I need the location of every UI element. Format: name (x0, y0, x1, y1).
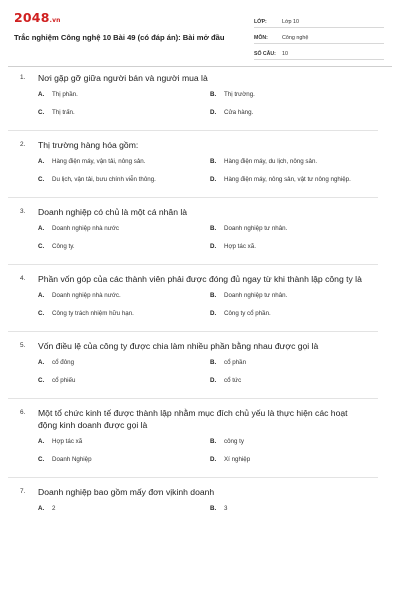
option-text: Cửa hàng. (224, 109, 254, 116)
option-grid (0, 437, 386, 473)
option-text: cổ tức (224, 377, 242, 384)
option-letter: C. (38, 377, 45, 384)
header-divider (8, 66, 392, 67)
option-text: Công ty. (52, 243, 75, 250)
option-b[interactable] (210, 291, 382, 309)
option-letter: A. (38, 91, 45, 98)
option-a[interactable] (38, 504, 210, 522)
meta-value: Công nghệ (282, 35, 309, 41)
option-grid (0, 157, 386, 193)
option-text: Xí nghiệp (224, 456, 251, 463)
question-number: 5. (20, 342, 26, 349)
option-a[interactable] (38, 358, 210, 376)
option-b[interactable] (210, 504, 382, 522)
option-text: Hợp tác xã. (224, 243, 256, 250)
option-text: Công ty cổ phần. (224, 310, 271, 317)
question-3 (0, 206, 400, 265)
option-grid (0, 224, 386, 260)
question-text (0, 486, 386, 498)
option-grid (0, 504, 386, 522)
question-text (0, 407, 386, 431)
option-letter: A. (38, 505, 45, 512)
option-c[interactable] (38, 455, 210, 473)
option-c[interactable] (38, 376, 210, 394)
question-6 (0, 407, 400, 478)
question-text (0, 340, 386, 352)
option-letter: D. (210, 109, 217, 116)
option-letter: A. (38, 158, 45, 165)
option-text: Doanh nghiệp tư nhân. (224, 225, 288, 232)
option-a[interactable] (38, 157, 210, 175)
option-text: Du lịch, vận tải, bưu chính viễn thông. (52, 176, 156, 183)
question-divider (8, 398, 378, 399)
option-grid (0, 90, 386, 126)
option-text: 2 (52, 505, 56, 512)
question-4 (0, 273, 400, 332)
meta-info (254, 14, 384, 62)
question-text (0, 72, 386, 84)
option-letter: A. (38, 438, 45, 445)
option-b[interactable] (210, 437, 382, 455)
option-text: Thị phần. (52, 91, 78, 98)
option-letter: B. (210, 359, 217, 366)
option-letter: C. (38, 109, 45, 116)
option-text: 3 (224, 505, 228, 512)
option-text: Hợp tác xã (52, 438, 83, 445)
question-number: 4. (20, 275, 26, 282)
option-text: Doanh nghiệp tư nhân. (224, 292, 288, 299)
option-text: cổ phần (224, 359, 247, 366)
question-7 (0, 486, 400, 522)
option-text: Hàng điện máy, du lịch, nông sản. (224, 158, 318, 165)
option-text: công ty (224, 438, 244, 445)
question-1 (0, 72, 400, 131)
question-number: 6. (20, 409, 26, 416)
option-text: cổ đông (52, 359, 75, 366)
question-body: Phần vốn góp của các thành viên phải được đóng đủ ngay từ khi thành lập công ty là (38, 274, 362, 284)
meta-row-class (254, 14, 384, 28)
option-grid (0, 358, 386, 394)
option-letter: A. (38, 225, 45, 232)
header (0, 0, 400, 66)
option-grid (0, 291, 386, 327)
option-letter: B. (210, 438, 217, 445)
option-text: Hàng điện máy, vận tải, nông sản. (52, 158, 146, 165)
option-letter: C. (38, 456, 45, 463)
option-letter: A. (38, 292, 45, 299)
option-letter: D. (210, 310, 217, 317)
option-c[interactable] (38, 309, 210, 327)
option-c[interactable] (38, 108, 210, 126)
option-letter: A. (38, 359, 45, 366)
option-text: Thị trường. (224, 91, 255, 98)
option-d[interactable] (210, 108, 382, 126)
question-body: Thị trường hàng hóa gồm: (38, 140, 139, 150)
option-d[interactable] (210, 242, 382, 260)
option-letter: C. (38, 310, 45, 317)
meta-label: SỐ CÂU: (254, 51, 276, 57)
option-letter: C. (38, 176, 45, 183)
option-a[interactable] (38, 437, 210, 455)
option-text: Doanh Nghiệp (52, 456, 92, 463)
question-body: Một tổ chức kinh tế được thành lập nhằm mục đích chủ yếu là thực hiện các hoạt động kinh doanh được gọi là (38, 408, 348, 430)
option-text: Công ty trách nhiệm hữu hạn. (52, 310, 134, 317)
logo-main: 2048 (14, 10, 50, 25)
option-d[interactable] (210, 309, 382, 327)
option-b[interactable] (210, 224, 382, 242)
option-letter: B. (210, 292, 217, 299)
meta-value: Lớp 10 (282, 19, 300, 25)
option-d[interactable] (210, 376, 382, 394)
question-divider (8, 477, 378, 478)
option-b[interactable] (210, 90, 382, 108)
option-text: Hàng điện máy, nông sản, vật tư nông nghiệp. (224, 176, 351, 183)
meta-row-count (254, 46, 384, 60)
option-a[interactable] (38, 90, 210, 108)
option-letter: B. (210, 158, 217, 165)
option-c[interactable] (38, 175, 210, 193)
question-divider (8, 130, 378, 131)
option-text: Thị trấn. (52, 109, 75, 116)
question-divider (8, 264, 378, 265)
meta-row-subject (254, 30, 384, 44)
question-text (0, 139, 386, 151)
question-text (0, 206, 386, 218)
option-letter: D. (210, 176, 217, 183)
question-body: Vốn điều lệ của công ty được chia làm nhiều phần bằng nhau được gọi là (38, 341, 319, 351)
page-title: Trắc nghiệm Công nghệ 10 Bài 49 (có đáp án): Bài mở đầu (14, 33, 225, 42)
question-body: Nơi gặp gỡ giữa người bán và người mua là (38, 73, 208, 83)
option-b[interactable] (210, 358, 382, 376)
option-text: cổ phiếu (52, 377, 76, 384)
question-list (0, 72, 400, 522)
question-body: Doanh nghiệp có chủ là một cá nhân là (38, 207, 188, 217)
option-a[interactable] (38, 291, 210, 309)
option-letter: B. (210, 225, 217, 232)
option-text: Doanh nghiệp nhà nước. (52, 292, 121, 299)
question-2 (0, 139, 400, 198)
option-text: Doanh nghiệp nhà nước (52, 225, 120, 232)
option-letter: D. (210, 456, 217, 463)
option-d[interactable] (210, 455, 382, 473)
option-letter: D. (210, 377, 217, 384)
option-letter: C. (38, 243, 45, 250)
option-c[interactable] (38, 242, 210, 260)
option-letter: B. (210, 505, 217, 512)
question-number: 3. (20, 208, 26, 215)
option-a[interactable] (38, 224, 210, 242)
question-text (0, 273, 386, 285)
option-b[interactable] (210, 157, 382, 175)
question-5 (0, 340, 400, 399)
meta-value: 10 (282, 51, 288, 57)
meta-label: MÔN: (254, 35, 268, 41)
question-divider (8, 197, 378, 198)
question-number: 7. (20, 488, 26, 495)
question-number: 1. (20, 74, 26, 81)
question-divider (8, 331, 378, 332)
meta-label: LỚP: (254, 19, 267, 25)
question-body: Doanh nghiệp bao gồm mấy đơn vịkinh doanh (38, 487, 215, 497)
option-letter: D. (210, 243, 217, 250)
logo-suffix: .vn (49, 17, 61, 24)
option-letter: B. (210, 91, 217, 98)
question-number: 2. (20, 141, 26, 148)
option-d[interactable] (210, 175, 382, 193)
